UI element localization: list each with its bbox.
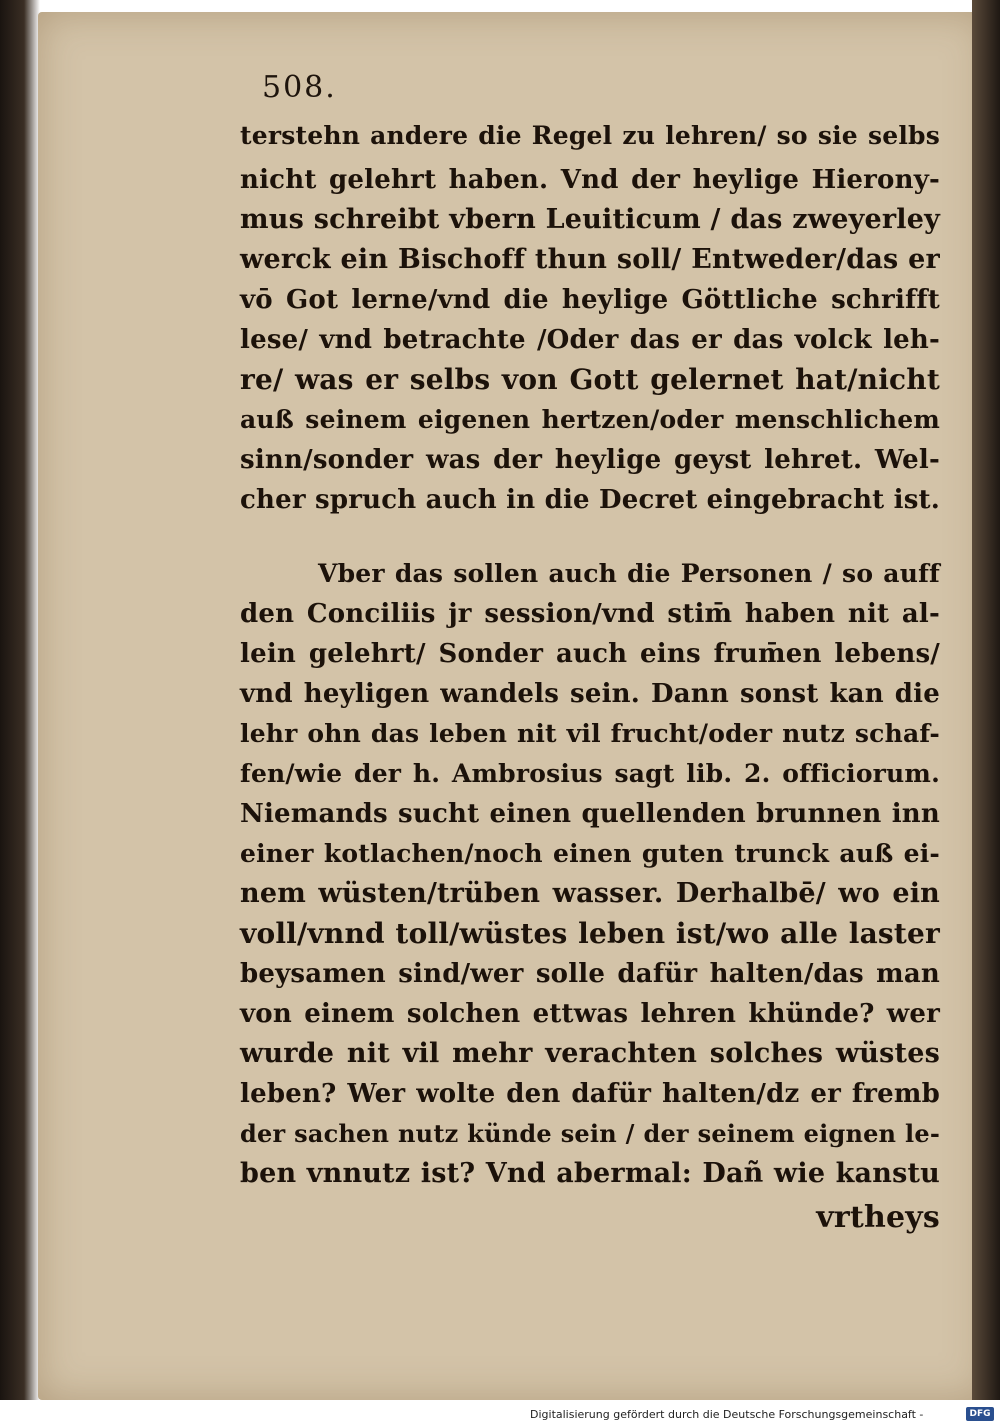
text-line: Niemands sucht einen quellenden brunnen inn bbox=[240, 799, 940, 829]
catchword: vrtheys bbox=[816, 1200, 940, 1235]
text-line: cher spruch auch in die Decret eingebracht ist. bbox=[240, 485, 941, 515]
text-line: vnd heyligen wandels sein. Dann sonst kan die bbox=[240, 679, 940, 709]
text-line: einer kotlachen/noch einen guten trunck auß ei- bbox=[240, 839, 940, 868]
page-number: 508. bbox=[262, 70, 337, 105]
text-line: lehr ohn das leben nit vil frucht/oder nutz schaf- bbox=[240, 719, 940, 748]
text-line: voll/vnnd toll/wüstes leben ist/wo alle laster bbox=[240, 917, 940, 950]
text-line: lein gelehrt/ Sonder auch eins frum̄en lebens/ bbox=[240, 639, 940, 669]
text-line: terstehn andere die Regel zu lehren/ so sie selbs bbox=[240, 121, 940, 150]
text-line: ben vnnutz ist? Vnd abermal: Dañ wie kanstu bbox=[240, 1158, 940, 1189]
text-line: von einem solchen ettwas lehren khünde? wer bbox=[240, 999, 940, 1029]
digitization-credit: Digitalisierung gefördert durch die Deutsche Forschungsgemeinschaft - bbox=[530, 1408, 924, 1421]
dfg-logo-icon: DFG bbox=[966, 1407, 994, 1421]
text-line: der sachen nutz künde sein / der seinem eignen le- bbox=[240, 1119, 940, 1148]
text-line: den Conciliis jr session/vnd stim̄ haben nit al- bbox=[240, 599, 940, 629]
text-line: nem wüsten/trüben wasser. Derhalbē/ wo ein bbox=[240, 878, 940, 909]
text-line: Vber das sollen auch die Personen / so auff bbox=[318, 559, 940, 588]
text-line: sinn/sonder was der heylige geyst lehret. Wel- bbox=[240, 445, 940, 475]
page-edge-shadow bbox=[972, 0, 1000, 1400]
text-line: leben? Wer wolte den dafür halten/dz er fremb bbox=[240, 1079, 940, 1109]
text-line: beysamen sind/wer solle dafür halten/das man bbox=[240, 959, 940, 989]
text-line: re/ was er selbs von Gott gelernet hat/nicht bbox=[240, 363, 940, 396]
text-line: vō Got lerne/vnd die heylige Göttliche schrifft bbox=[240, 285, 940, 315]
text-line: wurde nit vil mehr verachten solches wüstes bbox=[240, 1038, 940, 1069]
text-line: nicht gelehrt haben. Vnd der heylige Hierony- bbox=[240, 165, 940, 195]
text-line: fen/wie der h. Ambrosius sagt lib. 2. officiorum. bbox=[240, 759, 940, 788]
book-binding-shadow bbox=[0, 0, 40, 1428]
text-line: lese/ vnd betrachte /Oder das er das volck leh- bbox=[240, 325, 940, 355]
text-line: auß seinem eigenen hertzen/oder menschlichem bbox=[240, 405, 940, 434]
text-line: werck ein Bischoff thun soll/ Entweder/das er bbox=[240, 244, 940, 275]
text-line: mus schreibt vbern Leuiticum / das zweyerley bbox=[240, 204, 940, 235]
